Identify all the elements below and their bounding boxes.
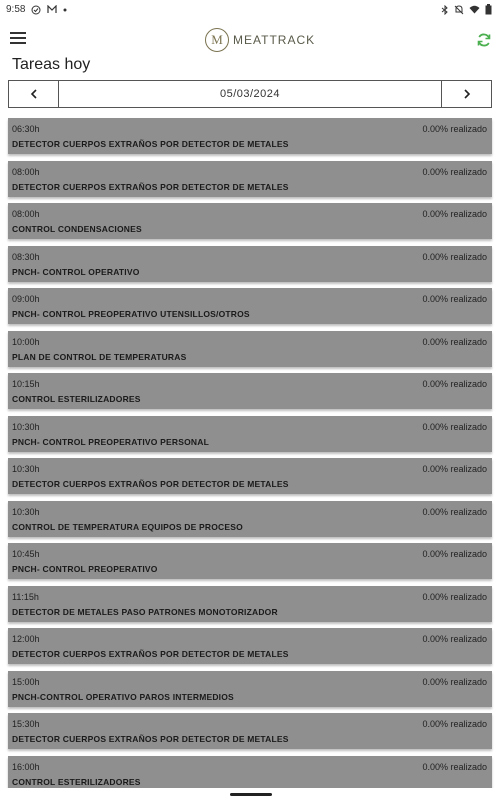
wifi-icon [469,5,480,14]
next-day-button[interactable] [441,81,491,107]
task-time: 10:30h [12,464,40,474]
task-item[interactable] [8,416,492,452]
task-time: 12:00h [12,634,40,644]
task-progress: 0.00% realizado [422,379,487,389]
task-item[interactable] [8,501,492,537]
task-progress: 0.00% realizado [422,506,487,517]
chevron-left-icon [30,89,38,99]
task-progress: 0.00% realizado [422,676,487,687]
task-progress: 0.00% realizado [422,719,487,729]
task-item[interactable] [8,756,492,792]
task-name: PNCH-CONTROL OPERATIVO PAROS INTERMEDIOS [12,691,234,702]
task-time: 10:15h [12,379,40,389]
task-item[interactable] [8,628,492,664]
task-progress: 0.00% realizado [422,294,487,304]
battery-icon [485,4,492,15]
task-time: 15:00h [12,676,40,687]
task-time: 10:00h [12,336,40,347]
task-item[interactable] [8,713,492,749]
task-time: 09:00h [12,294,40,304]
task-item[interactable] [8,161,492,197]
refresh-icon [476,32,492,48]
task-time: 08:00h [12,166,40,177]
current-date[interactable]: 05/03/2024 [219,88,281,100]
task-item[interactable] [8,118,492,154]
task-item[interactable] [8,458,492,494]
app-logo [205,26,315,54]
task-name: PNCH- CONTROL PREOPERATIVO PERSONAL [12,436,210,447]
date-navigator [8,80,492,108]
task-name: CONTROL ESTERILIZADORES [12,394,141,404]
logo-text: MEATTRACK [233,33,316,47]
refresh-button[interactable] [476,32,492,48]
task-item[interactable] [8,331,492,367]
task-name: DETECTOR CUERPOS EXTRAÑOS POR DETECTOR DE METALES [12,479,289,489]
chevron-right-icon [463,89,471,99]
task-item[interactable] [8,288,492,324]
task-time: 10:45h [12,549,40,559]
notification-dot-icon [63,8,67,12]
app-bar [0,22,500,58]
task-name: PNCH- CONTROL OPERATIVO [12,266,140,277]
gesture-handle[interactable] [230,793,272,796]
task-name: CONTROL DE TEMPERATURA EQUIPOS DE PROCESO [12,521,243,532]
task-list [8,118,492,798]
status-bar [0,0,500,20]
task-name: DETECTOR CUERPOS EXTRAÑOS POR DETECTOR DE METALES [12,181,289,192]
task-name: DETECTOR CUERPOS EXTRAÑOS POR DETECTOR DE METALES [12,734,289,744]
task-time: 16:00h [12,761,40,772]
task-name: CONTROL ESTERILIZADORES [12,776,141,787]
page-title: Tareas hoy [12,56,91,73]
logo-mark: M [205,28,229,52]
task-name: PNCH- CONTROL PREOPERATIVO [12,564,158,574]
task-time: 06:30h [12,124,40,134]
task-time: 10:30h [12,421,40,432]
sync-check-icon [31,5,41,15]
status-time: 9:58 [6,4,26,15]
task-progress: 0.00% realizado [422,421,487,432]
task-name: DETECTOR CUERPOS EXTRAÑOS POR DETECTOR DE METALES [12,649,289,659]
task-name: PNCH- CONTROL PREOPERATIVO UTENSILLOS/OTROS [12,309,250,319]
task-time: 15:30h [12,719,40,729]
task-item[interactable] [8,246,492,282]
task-progress: 0.00% realizado [422,209,487,219]
task-time: 10:30h [12,506,40,517]
task-item[interactable] [8,373,492,409]
task-progress: 0.00% realizado [422,464,487,474]
bluetooth-icon [441,5,449,15]
task-progress: 0.00% realizado [422,251,487,262]
task-name: PLAN DE CONTROL DE TEMPERATURAS [12,351,187,362]
task-progress: 0.00% realizado [422,634,487,644]
task-item[interactable] [8,203,492,239]
hamburger-line [10,42,26,44]
mute-icon [454,5,464,15]
task-name: DETECTOR CUERPOS EXTRAÑOS POR DETECTOR DE METALES [12,139,289,149]
task-time: 08:00h [12,209,40,219]
task-progress: 0.00% realizado [422,591,487,602]
task-name: CONTROL CONDENSACIONES [12,224,142,234]
hamburger-line [10,37,26,39]
task-item[interactable] [8,543,492,579]
menu-button[interactable] [10,32,26,46]
task-progress: 0.00% realizado [422,166,487,177]
task-item[interactable] [8,671,492,707]
task-item[interactable] [8,586,492,622]
task-progress: 0.00% realizado [422,761,487,772]
gmail-icon [47,5,57,14]
task-name: DETECTOR DE METALES PASO PATRONES MONOTORIZADOR [12,606,278,617]
task-time: 08:30h [12,251,40,262]
task-progress: 0.00% realizado [422,124,487,134]
task-time: 11:15h [12,591,39,602]
previous-day-button[interactable] [9,81,59,107]
task-progress: 0.00% realizado [422,336,487,347]
task-progress: 0.00% realizado [422,549,487,559]
hamburger-icon [10,32,26,34]
